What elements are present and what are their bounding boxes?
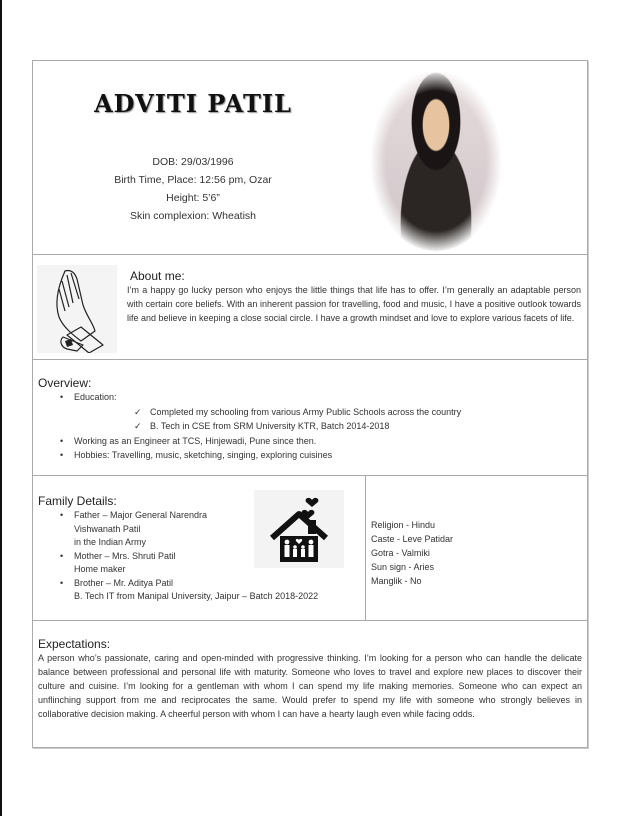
- personal-facts: [371, 518, 453, 588]
- sun-sign: Sun sign - Aries: [371, 562, 435, 572]
- brother-line: B. Tech IT from Manipal University, Jaipur – Batch 2018-2022: [74, 591, 319, 601]
- caste: Caste - Leve Patidar: [371, 534, 454, 544]
- expectations-text: A person who’s passionate, caring and open-minded with progressive thinking. I’m looking for a person who can handle the delicate balance between professional and personal life with maturity. Someone who loves to travel and explore new places to discover their culture and cuisine. I’m looking for a gentleman with whom I can spend my life making memories. Someone who can expect an unflinching support from me and reciprocates the same. Would prefer to spend my life with someone who strongly believes in collaborative decision making. A cheerful person with whom I can have a hearty laugh even while facing odds.: [38, 653, 582, 719]
- family-section: [33, 476, 587, 621]
- candidate-name: ADVITI PATIL: [94, 89, 292, 118]
- list-item: • Hobbies: Travelling, music, sketching, singing, exploring cuisines: [38, 448, 578, 463]
- overview-list: [38, 390, 578, 463]
- complexion: Skin complexion: Wheatish: [129, 210, 257, 222]
- education-item: ✓ B. Tech in CSE from SRM University KTR, Batch 2014-2018: [38, 419, 578, 434]
- praying-hands-icon: [37, 265, 117, 353]
- education-item: ✓ Completed my schooling from various Army Public Schools across the country: [38, 405, 578, 420]
- father-line: • Father – Major General Narendra: [38, 509, 368, 523]
- overview-title: Overview:: [38, 376, 92, 390]
- biodata-document: [32, 60, 588, 748]
- father-line: in the Indian Army: [74, 537, 147, 547]
- religion: Religion - Hindu: [371, 520, 436, 530]
- about-text: I’m a happy go lucky person who enjoys the little things that life has to offer. I’m generally an adaptable person with certain core beliefs. With an inherent passion for travelling, food and music, I have a positive outlook towards life and believe in keeping a close social circle. I have a growth mindset and love to explore various facets of life.: [127, 285, 581, 323]
- profile-photo: [371, 71, 501, 251]
- height: Height: 5’6”: [166, 192, 220, 204]
- about-title: About me:: [130, 269, 185, 283]
- mother-line: Home maker: [74, 564, 126, 574]
- about-section: [33, 255, 587, 360]
- overview-section: [33, 360, 587, 476]
- manglik: Manglik - No: [371, 576, 422, 586]
- vitals: [33, 153, 353, 225]
- family-title: Family Details:: [38, 494, 117, 508]
- gotra: Gotra - Valmiki: [371, 548, 430, 558]
- column-divider: [365, 476, 366, 620]
- mother-line: • Mother – Mrs. Shruti Patil: [38, 550, 368, 564]
- expectations-title: Expectations:: [38, 637, 111, 651]
- family-house-icon: [254, 490, 344, 568]
- window-edge: [0, 0, 2, 816]
- list-item: • Working as an Engineer at TCS, Hinjewadi, Pune since then.: [38, 434, 578, 449]
- brother-line: • Brother – Mr. Aditya Patil: [38, 577, 368, 591]
- dob: DOB: 29/03/1996: [152, 156, 234, 168]
- father-line: Vishwanath Patil: [74, 523, 141, 534]
- birth-time-place: Birth Time, Place: 12:56 pm, Ozar: [114, 174, 272, 186]
- header-section: [33, 61, 587, 255]
- list-item: • Education:: [38, 390, 578, 405]
- expectations-section: [33, 621, 587, 747]
